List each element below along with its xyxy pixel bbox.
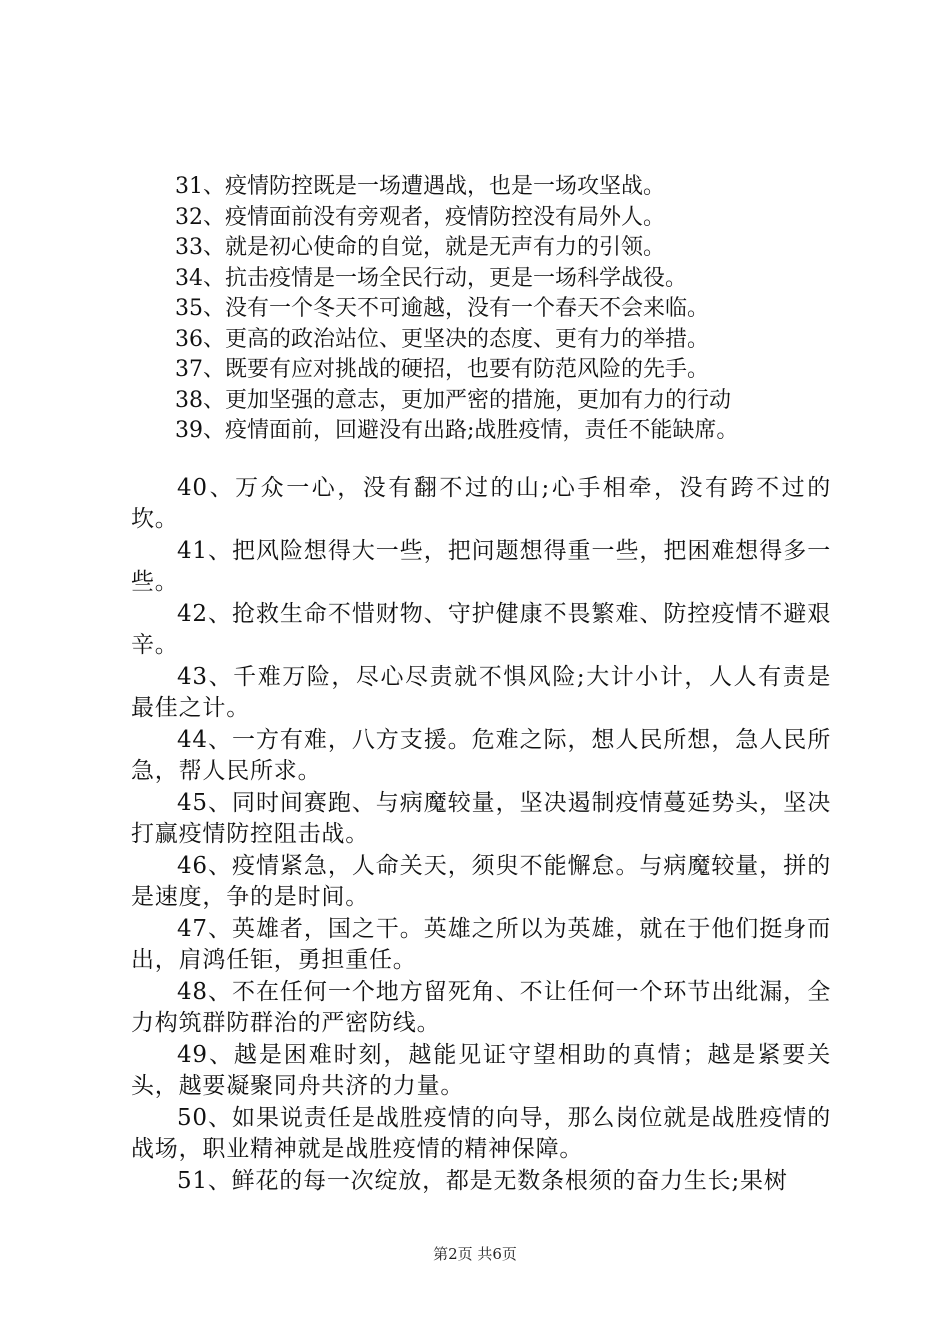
quote-line: 34、抗击疫情是一场全民行动，更是一场科学战役。 [175,265,687,291]
section-spacer [131,447,831,473]
page-footer: 第2页 共6页 [433,1245,517,1263]
quote-paragraph: 44、一方有难，八方支援。危难之际，想人民所想，急人民所急，帮人民所求。 [131,726,831,784]
quote-line: 37、既要有应对挑战的硬招，也要有防范风险的先手。 [175,357,709,382]
quote-paragraph: 47、英雄者，国之干。英雄之所以为英雄，就在于他们挺身而出，肩鸿任钜，勇担重任。 [131,915,831,973]
quote-paragraph: 40、万众一心，没有翻不过的山;心手相牵，没有跨不过的坎。 [131,474,831,532]
quote-paragraph: 49、越是困难时刻，越能见证守望相助的真情；越是紧要关头，越要凝聚同舟共济的力量。 [131,1041,831,1099]
quote-line: 38、更加坚强的意志，更加严密的措施，更加有力的行动 [175,387,731,413]
quote-line: 39、疫情面前，回避没有出路;战胜疫情，责任不能缺席。 [175,418,739,443]
quote-line: 35、没有一个冬天不可逾越，没有一个春天不会来临。 [175,296,709,321]
short-quote-list [131,172,831,447]
quote-paragraph: 48、不在任何一个地方留死角、不让任何一个环节出纰漏，全力构筑群防群治的严密防线。 [131,978,831,1036]
quote-paragraph: 50、如果说责任是战胜疫情的向导，那么岗位就是战胜疫情的战场，职业精神就是战胜疫情的精神保障。 [131,1104,831,1162]
quote-paragraph: 42、抢救生命不惜财物、守护健康不畏繁难、防控疫情不避艰辛。 [131,600,831,658]
quote-line: 36、更高的政治站位、更坚决的态度、更有力的举措。 [175,326,709,352]
quote-paragraph: 45、同时间赛跑、与病魔较量，坚决遏制疫情蔓延势头，坚决打赢疫情防控阻击战。 [131,789,831,847]
quote-paragraphs [131,473,831,1198]
document-body [131,172,831,1197]
quote-line: 32、疫情面前没有旁观者，疫情防控没有局外人。 [175,204,665,230]
quote-line: 31、疫情防控既是一场遭遇战，也是一场攻坚战。 [175,174,665,199]
quote-paragraph: 43、千难万险，尽心尽责就不惧风险;大计小计，人人有责是最佳之计。 [131,663,831,721]
quote-paragraph: 46、疫情紧急，人命关天，须臾不能懈怠。与病魔较量，拼的是速度，争的是时间。 [131,852,831,910]
quote-line: 33、就是初心使命的自觉，就是无声有力的引领。 [175,235,665,260]
quote-paragraph: 41、把风险想得大一些，把问题想得重一些，把困难想得多一些。 [131,537,831,595]
quote-paragraph: 51、鲜花的每一次绽放，都是无数条根须的奋力生长;果树 [177,1167,788,1194]
